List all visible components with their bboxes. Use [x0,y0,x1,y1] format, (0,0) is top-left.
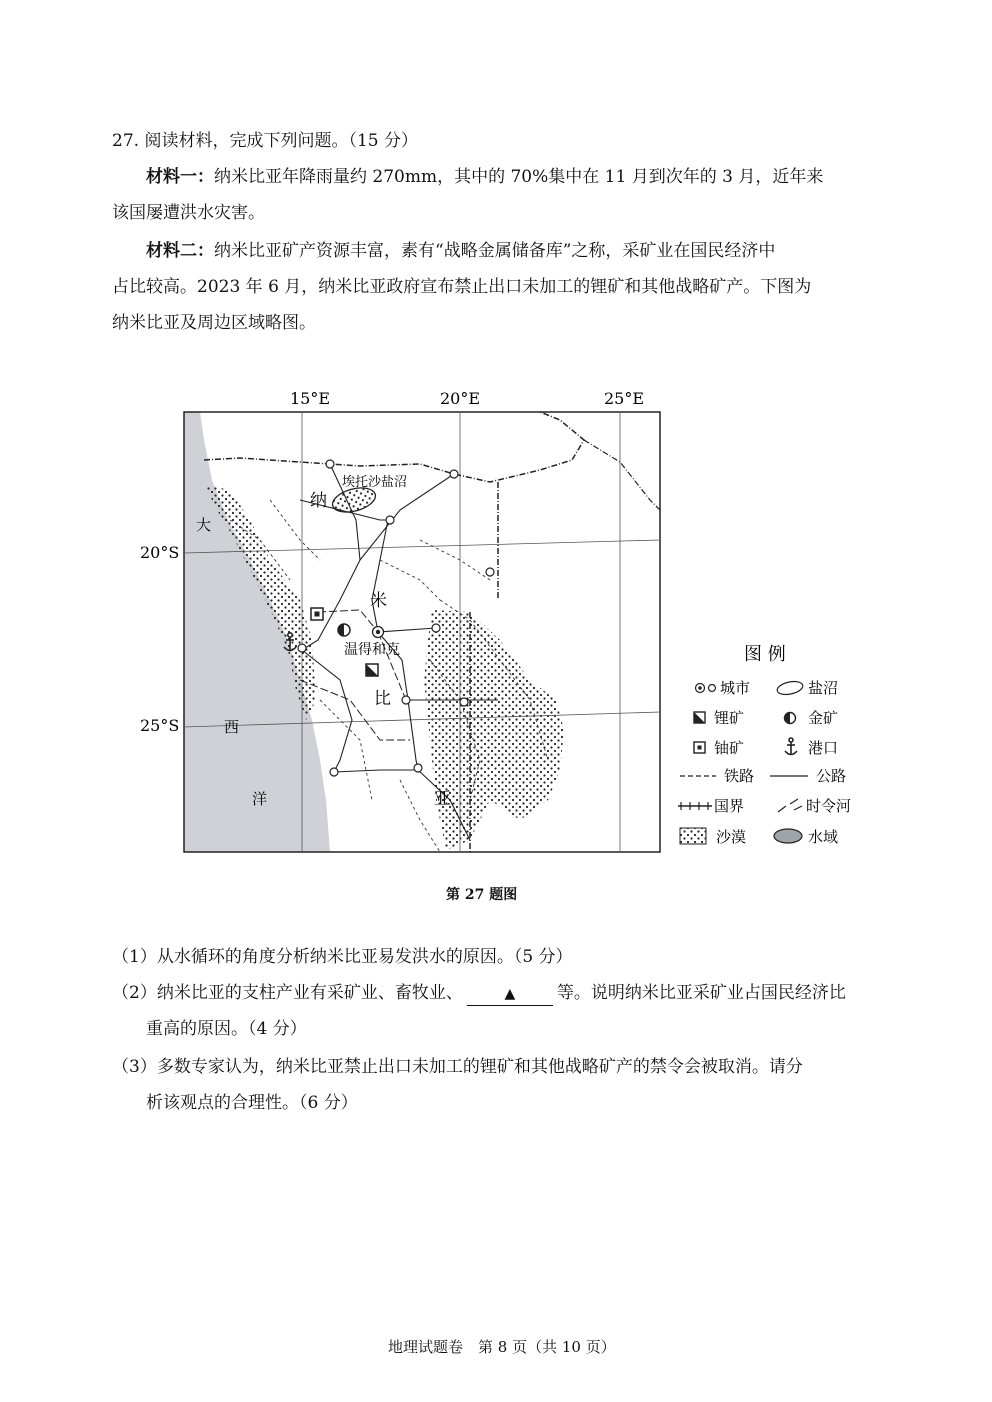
material2-line3: 纳米比亚及周边区域略图。 [112,313,316,333]
legend-title: 图 例 [744,644,786,665]
subquestion-2-part2: 等。说明纳米比亚采矿业占国民经济比 [556,983,846,1003]
legend-railway: 铁路 [724,767,755,785]
subquestion-3-line1: （3）多数专家认为，纳米比亚禁止出口未加工的锂矿和其他战略矿产的禁令会被取消。请分 [112,1057,803,1077]
map-legend [678,644,851,846]
page-footer: 地理试题卷 第 8 页（共 10 页） [388,1338,616,1356]
material2-label: 材料二： [146,241,214,261]
desert-kalahari [424,610,564,850]
legend-salt-pan: 盐沼 [808,679,839,697]
city-marker [486,568,494,576]
country-char-bi: 比 [374,689,391,709]
city-marker [326,460,334,468]
border-caprivi [584,440,660,510]
lon-label-25: 25°E [604,389,645,408]
subquestion-2-line2: 重高的原因。（4 分） [146,1019,307,1039]
material2-line2: 占比较高。2023 年 6 月，纳米比亚政府宣布禁止出口未加工的锂矿和其他战略矿产。下图为 [112,277,812,297]
country-char-ya: 亚 [434,789,451,809]
legend-desert: 沙漠 [716,828,747,846]
lat-label-25: 25°S [140,716,180,735]
legend-seasonal-river: 时令河 [806,797,852,815]
lon-label-20: 20°E [440,389,481,408]
lon-label-15: 15°E [290,389,331,408]
material2-line1 [146,232,775,270]
material1-label: 材料一： [146,167,214,187]
figure-caption: 第 27 题图 [446,887,518,903]
answer-blank[interactable]: ▲ [467,983,553,1006]
city-marker [386,516,394,524]
material2-text: 纳米比亚矿产资源丰富，素有“战略金属储备库”之称，采矿业在国民经济中 [214,241,776,261]
city-marker [402,696,410,704]
country-char-mi: 米 [370,591,387,611]
capital-dot [376,630,380,634]
city-marker [450,470,458,478]
border-north [204,412,584,482]
city-marker [330,768,338,776]
question-header: 27. 阅读材料，完成下列问题。（15 分） [112,131,418,151]
legend-water: 水域 [808,828,839,846]
legend-city: 城市 [720,679,751,697]
legend-port: 港口 [808,739,839,757]
subquestion-2-part1: （2）纳米比亚的支柱产业有采矿业、畜牧业、 [112,983,463,1003]
material1-line1 [146,158,823,196]
legend-road: 公路 [816,767,847,785]
namibia-map [0,380,992,880]
salt-pan-label: 埃托沙盐沼 [342,475,408,490]
uranium-mine-core [315,612,320,617]
legend-gold: 金矿 [808,709,839,727]
legend-uranium: 铀矿 [714,739,745,757]
material1-text: 纳米比亚年降雨量约 270mm，其中的 70%集中在 11 月到次年的 3 月，近年来 [214,167,824,187]
city-marker [460,698,468,706]
capital-label: 温得和克 [344,642,400,658]
city-marker [414,764,422,772]
city-marker [432,624,440,632]
ocean-char-xi: 西 [224,718,240,736]
ocean-char-yang: 洋 [252,790,268,808]
ocean-char-da: 大 [196,516,212,534]
country-char-na: 纳 [310,491,327,511]
legend-border: 国界 [714,797,745,815]
subquestion-2-line1 [112,974,846,1012]
material1-line2: 该国屡遭洪水灾害。 [112,203,265,223]
lat-label-20: 20°S [140,543,180,562]
subquestion-3-line2: 析该观点的合理性。（6 分） [146,1093,358,1113]
legend-lithium: 锂矿 [714,709,745,727]
city-marker [298,644,306,652]
subquestion-1: （1）从水循环的角度分析纳米比亚易发洪水的原因。（5 分） [112,947,573,967]
